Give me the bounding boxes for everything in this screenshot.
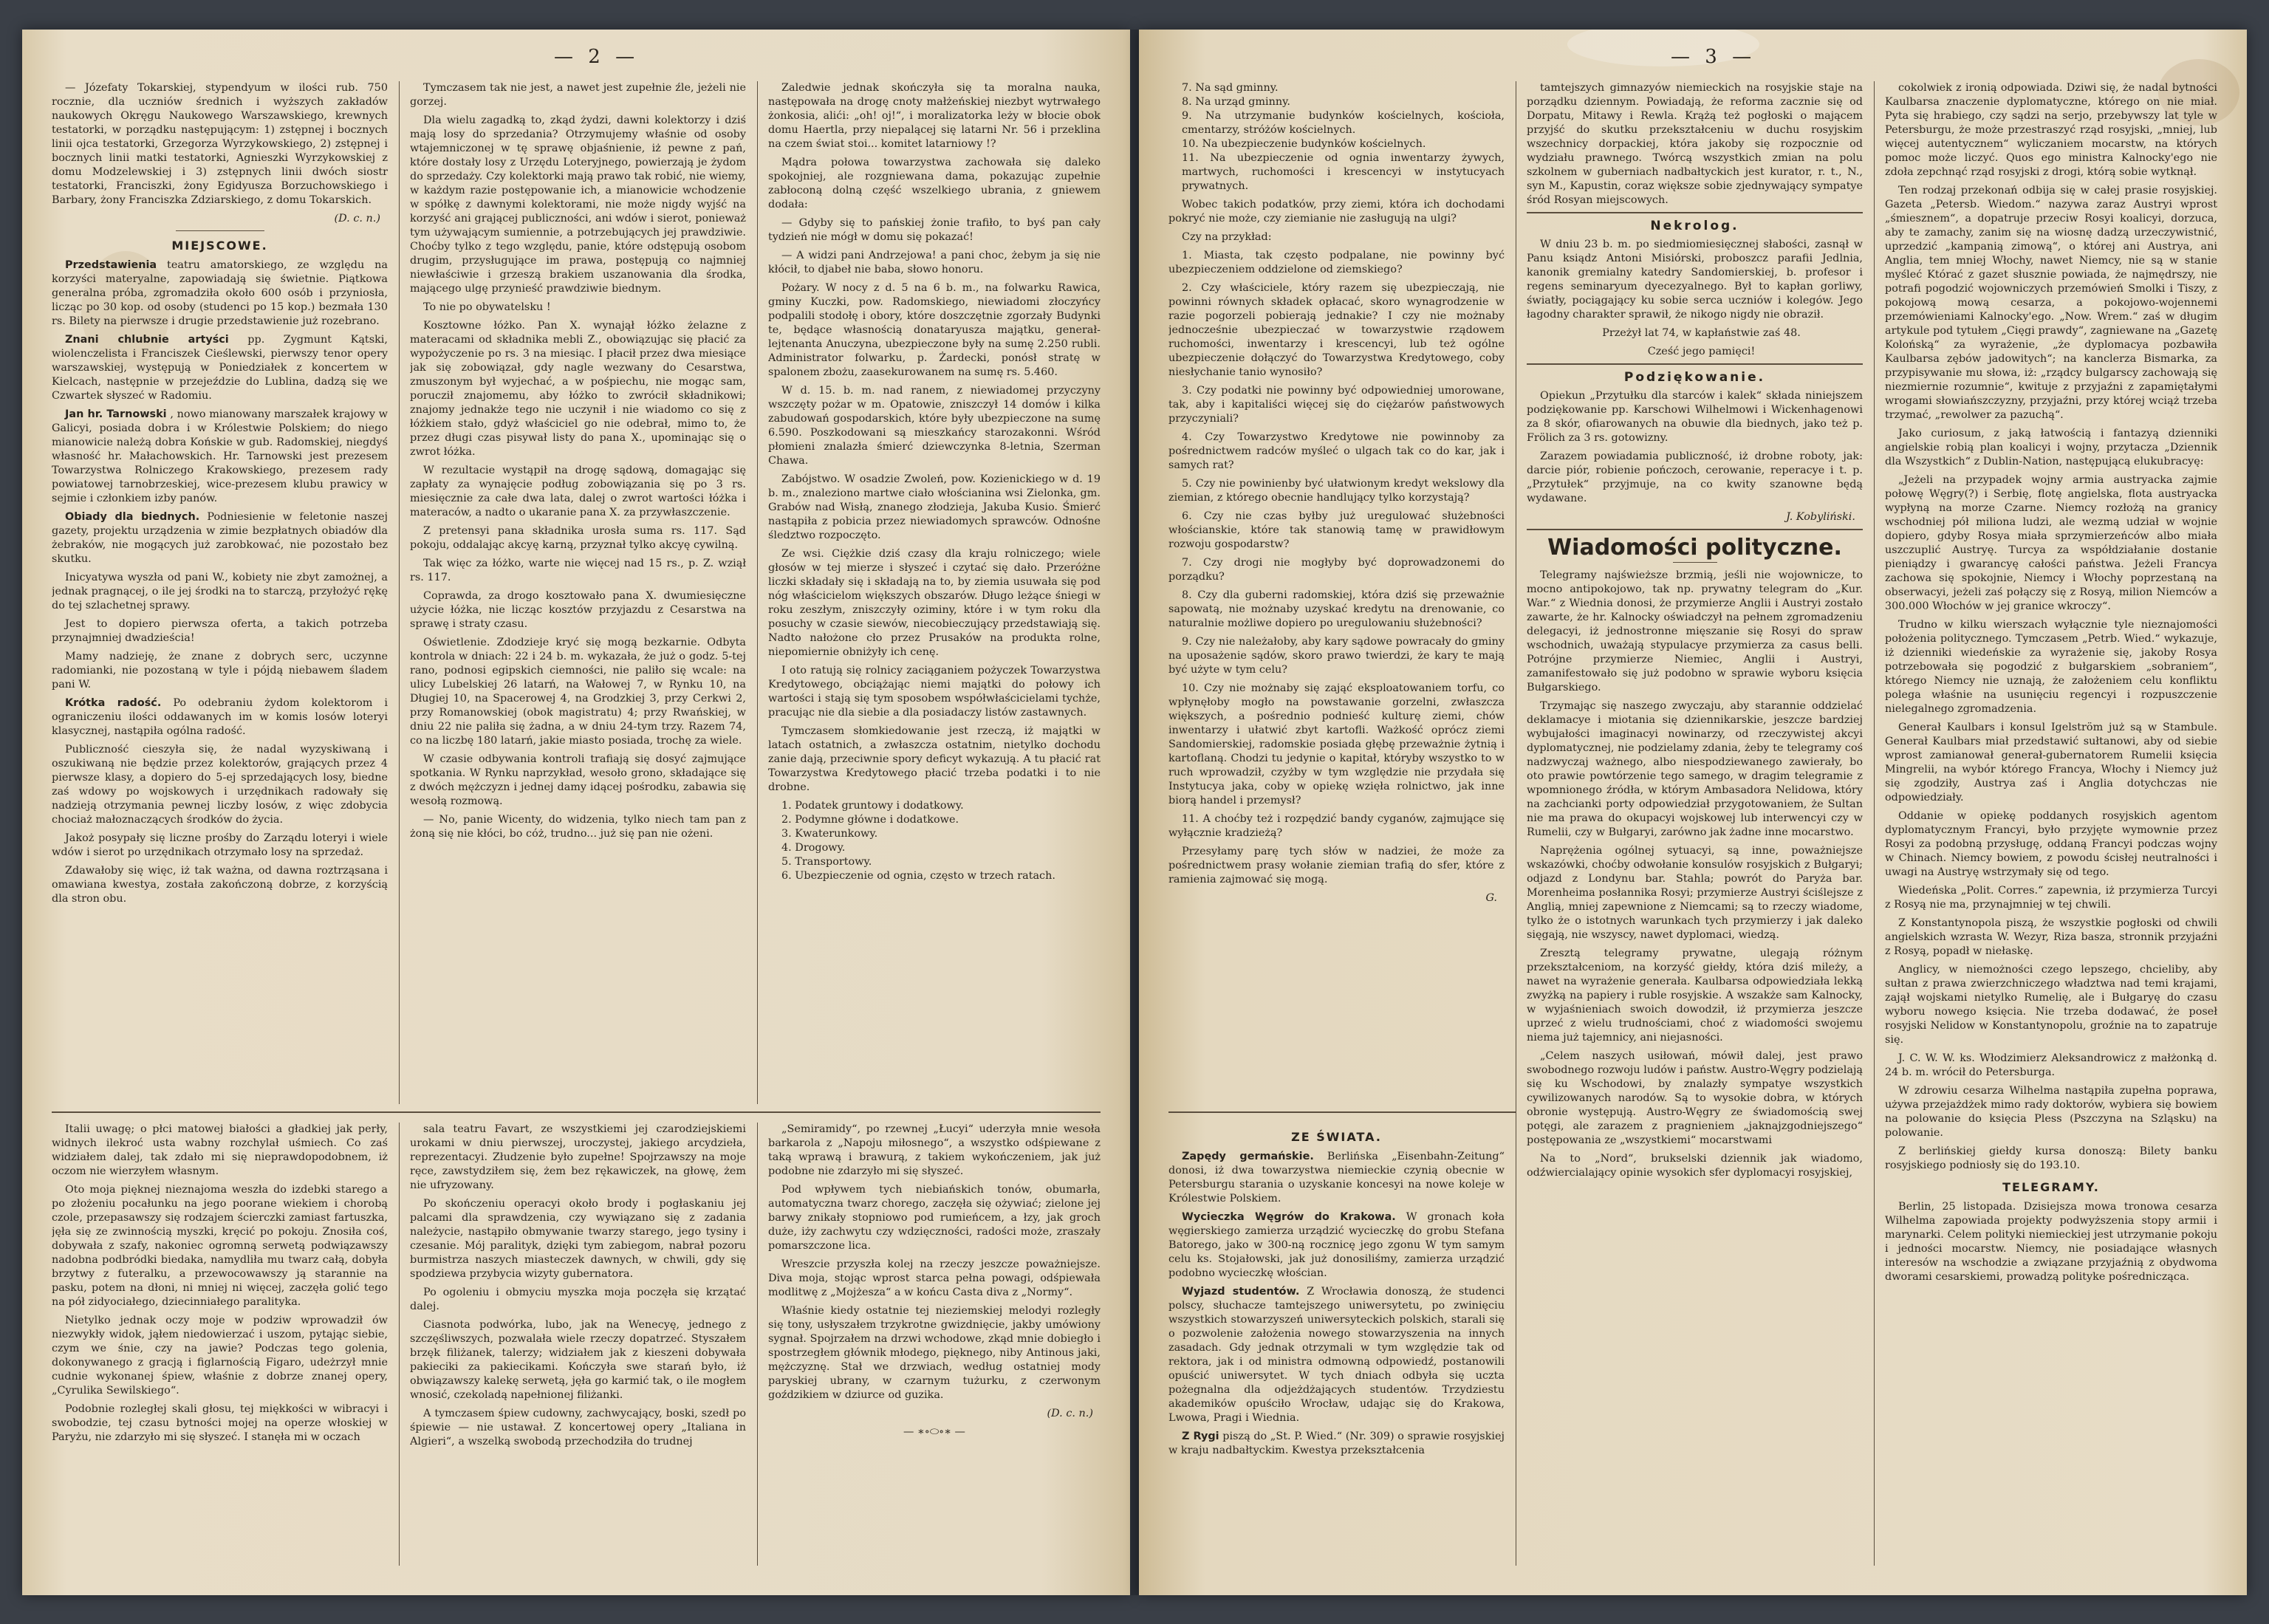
- ze-swiata-heading: ZE ŚWIATA.: [1291, 1130, 1382, 1144]
- world-news-item: [1168, 1430, 1505, 1458]
- local-news-item-text: Publiczność cieszyła się, że nadal wyzyskiwaną i oszukiwaną nie będzie przez kolektorów, grających przez 4 pierwsze klasy, a dopiero do 5-ej sprzedających losy, biedne zaś wdowy po wojskowych i urzędnikach radowały się nadzieją otrzymania pewnej liczby losów, z więc zdobycia chociaż małoznaczących środków do życia.: [52, 744, 388, 826]
- article-paragraph-text: 8. Czy dla guberni radomskiej, która dziś się przeważnie sapowatą, nie możnaby uzyskać kredytu na drenowanie, co naturalnie możliwe dopiero po uregulowaniu służebności?: [1168, 589, 1505, 629]
- world-news-item-lead: Wyjazd studentów.: [1182, 1286, 1300, 1298]
- world-news-item: [1168, 1150, 1505, 1206]
- tax-list-item: 8. Na urząd gminny.: [1182, 96, 1290, 108]
- article-paragraph-text: Oświetlenie. Zdodzieje kryć się mogą bezkarnie. Odbyta kontrola w dniach: 22 i 24 b. m. wykazała, że już o godz. 5-tej rano, podnosi egipskich ciemności, nie paliło się wcale: na ulicy Lubelskiej 26 latarń, na Wałowej 7, w Rynku 10, na Długiej 10, na Spacerowej 4, na Grodzkiej 3, przy Cerkwi 2, przy Romanowskiej (obok magistratu) 4; przy Rwańskiej, w dniu 22 nie paliła się żadna, a w dniu 24-tym trzy. Razem 74, co na liczbę 180 latarń, jakie miasto posiada, trochę za wiele.: [410, 637, 746, 747]
- feuilleton-paragraph: [52, 1314, 388, 1398]
- article-paragraph-text: Zabójstwo. W osadzie Zwoleń, pow. Kozienickiego w d. 19 b. m., znaleziono martwe ciało włościanina wsi Zielonka, gm. Grabów nad Wisłą, znanego złodzieja, Jakuba Kusio. Śmierć nastąpiła z pobicia przez niewiadomych sprawców. Odnośne śledztwo rozpoczęto.: [768, 473, 1101, 541]
- left-col-1: [52, 81, 388, 1104]
- political-news-paragraph-text: J. C. W. W. ks. Włodzimierz Aleksandrowicz z małżonką d. 24 b. m. wrócił do Petersburga.: [1885, 1052, 2217, 1078]
- article-paragraph-text: — Gdyby się to pańskiej żonie trafiło, to byś pan cały tydzień nie mógł w domu się pokazać!: [768, 217, 1101, 243]
- feuilleton-paragraph-text: Oto moja pięknej nieznajoma weszła do izdebki starego a po złożeniu pocałunku na jego poorane wiekiem i chorobą czole, przepasawszy się rodzajem ścierczki zamiast fartuszka, jęła się ze zwinnością myszki, kręcić po pokoju. Znosiła coś, dobywała z szafy, nakoniec ogromną serwetą podwiązawszy nadobna podbródki biedaka, namydliła mu twarz całą, dobyła brzytwy z futeralku, a przewocowawszy ją starannie na pasku, potem na dłoni, ni mniej ni więcej, zaczęła golić tego na pół zidyociałego, dziecinniałego paralityka.: [52, 1184, 388, 1308]
- local-news-item: [52, 510, 388, 566]
- nekrolog-age: Przeżył lat 74, w kapłaństwie zaś 48.: [1602, 327, 1801, 339]
- political-news-paragraph-text: W zdrowiu cesarza Wilhelma nastąpiła zupełna poprawa, używa przejażdżek mimo rady doktorów, wybiera się bowiem na polowanie do księcia Pless (Pszczyna na Szląsku) na polowanie.: [1885, 1085, 2217, 1139]
- tax-list-item: 2. Podymne główne i dodatkowe.: [781, 814, 959, 826]
- local-news-item: [52, 408, 388, 506]
- article-paragraph-text: 9. Czy nie należałoby, aby kary sądowe powracały do gminy na uposażenie sądów, skoro prawo twierdzi, że kary te mają być użyte w tym celu?: [1168, 636, 1505, 676]
- tax-list-item: 9. Na utrzymanie budynków kościelnych, kościoła, cmentarzy, stróżów kościelnych.: [1182, 110, 1505, 136]
- article-paragraph-text: Kosztowne łóżko. Pan X. wynajął łóżko żelazne z materacami od składnika mebli Z., obowiązując się płacić za wypożyczenie po rs. 3 na miesiąc. I płacił przez dwa miesiące jak się zobowiązał, gdy nagle wezwany do Cesarstwa, zmuszonym był wyjechać, a w pośpiechu, nie mogąc sam, porucził znajomemu, aby łóżko to zwrócił składnikowi; znajomy jednakże tego nie uczynił i nie wiadomo co się z łóżkiem stało, gdyż właściciel go nie odebrał, mimo to, że przez długi czas pisywał listy do pana X., upominając się o zwrot łóżka.: [410, 320, 746, 458]
- political-news-paragraph-text: „Jeżeli na przypadek wojny armia austryacka zajmie połowę Węgry(?) i Serbię, flotę angielska, flota austryacka wypłyną na morze Czarne. Niemcy rozłożą na granicy wschodniej pół miliona ludzi, ale wezmą udział w wojnie dopiero, gdyby Rosya miała sprzymierzeńców albo miała uszczuplić Austryę. Turcya za współdziałanie dostanie pieniądzy i gwarancyę całości państwa. Jeżeli Francya zachowa się spokojnie, Niemcy i Włochy poprzestaną na obserwacyi, jeżeli zaś połączy się z Rosyą, milion Niemców a 300.000 Włochów w jej granice wkroczy“.: [1885, 474, 2217, 612]
- tax-list-item: 6. Ubezpieczenie od ognia, często w trzech ratach.: [781, 870, 1055, 882]
- article-paragraph-text: Tak więc za łóżko, warte nie więcej nad 15 rs., p. Z. wziął rs. 117.: [410, 558, 746, 583]
- feuilleton-paragraph-text: Podobnie rozległej skali głosu, tej miękkości w wibracyi i swobodzie, tej czasu bytności mojej na operze włoskiej w Paryżu, nie zdarzyło mi się słyszeć. I stanęła mi w oczach: [52, 1403, 388, 1443]
- article-paragraph: [410, 589, 746, 631]
- tax-list-item: 3. Kwaterunkowy.: [781, 828, 878, 840]
- local-news-item-text: Podniesienie w feletonie naszej gazety, projektu urządzenia w zimie bezpłatnych obiadów dla żebraków, nie mogących już zarobkować, nie pozostało bez skutku.: [52, 511, 388, 565]
- article-paragraph: [410, 557, 746, 585]
- local-news-item-text: Inicyatywa wyszła od pani W., kobiety nie zbyt zamożnej, a jednak pragnącej, o ile jej środki na to starczą, przyłożyć rękę do tej szlachetnej sprawy.: [52, 572, 388, 611]
- article-paragraph-text: W czasie odbywania kontroli trafiają się dosyć zajmujące spotkania. W Rynku naprzykład, wesoło grono, składające się z dwóch mężczyzn i jednej damy idącej pośrodku, zabawia się wesołą rozmową.: [410, 753, 746, 807]
- left-page: [22, 30, 1130, 1595]
- feuilleton-paragraph-text: Pod wpływem tych niebiańskich tonów, obumarła, automatyczna twarz chorego, zaczęła się ożywiać; zielone jej barwy znikały stopniowo pod rumieńcem, a łzy, jak groch duże, iży zachwytu czy wdzięczności, radości może, zraszały pomarszczone lica.: [768, 1184, 1101, 1252]
- section-miejscowe: MIEJSCOWE.: [171, 239, 268, 253]
- political-news-paragraph: [1885, 1145, 2217, 1173]
- article-paragraph: [1168, 510, 1505, 552]
- article-paragraph: [1168, 230, 1505, 244]
- article-paragraph-text: Czy na przykład:: [1182, 231, 1272, 243]
- feuilleton-paragraph: [52, 1183, 388, 1309]
- article-paragraph: [768, 473, 1101, 543]
- political-news-paragraph: [1885, 473, 2217, 614]
- local-news-item: [52, 650, 388, 692]
- article-paragraph: [1527, 81, 1863, 208]
- newspaper-spread: [22, 30, 2247, 1595]
- article-paragraph-text: Mądra połowa towarzystwa zachowała się daleko spokojniej, ale rozgniewana dama, pokazując zupełnie zabłoconą dolną część wszelkiego ubrania, z gniewem dodała:: [768, 157, 1101, 210]
- right-page-number: — 3 —: [1671, 46, 1756, 68]
- local-news-item: [52, 258, 388, 329]
- tax-list-item: 7. Na sąd gminny.: [1182, 82, 1279, 94]
- nekrolog-heading: Nekrolog.: [1650, 219, 1739, 233]
- ze-swiata-column: [1168, 1123, 1505, 1566]
- world-news-item-lead: Z Rygi: [1182, 1431, 1219, 1442]
- article-paragraph: [410, 301, 746, 315]
- right-col-1: [1168, 81, 1505, 1104]
- article-paragraph-text: To nie po obywatelsku !: [423, 301, 551, 313]
- article-paragraph-text: Dla wielu zagadką to, zkąd żydzi, dawni kolektorzy i dziś mają losy do sprzedania? Otrzymujemy właśnie od osoby wtajemniczonej w tę sprawę objaśnienie, iż pewne z pań, które dostały losy z Urzędu Loteryjnego, powierzają je żydom do sprzedaży. Czy kolektorki mają prawo tak robić, nie wiemy, w każdym razie postępowanie ich, a mianowicie wchodzenie w spółkę z dawnymi kolektorami, nie może nigdy wyjść na korzyść ani grającej publiczności, ani wdów i sierot, ponieważ tym używającym sumiennie, a potrzebujących jej prawdziwie. Choćby tylko z tego względu, panie, które odstępują osobom drugim, przysługujące im prawa, postępują co najmniej niewłaściwie i grzeszą brakiem uszanowania dla środka, mającego ulgę przynieść prawdziwie biednym.: [410, 114, 746, 295]
- political-news-paragraph-text: Jako curiosum, z jaką łatwością i fantazyą dzienniki angielskie robią plan koalicyi i wojny, przytacza „Dziennik dla Wszystkich“ z Dublin-Nation, następującą elukubracyę:: [1885, 428, 2217, 467]
- local-news-item: [52, 571, 388, 613]
- political-news-paragraph: [1885, 809, 2217, 880]
- local-news-item-text: Jest to dopiero pierwsza oferta, a takich potrzeba przynajmniej dwadzieścia!: [52, 618, 388, 644]
- local-news-item: [52, 832, 388, 860]
- article-paragraph: [768, 281, 1101, 380]
- article-paragraph-text: tamtejszych gimnazyów niemieckich na rosyjskie staje na porządku dziennym. Powiadają, że reforma zacznie się od Dorpatu, Mitawy i Rewla. Krążą też pogłoski o mającem przyjść do skutku przekształceniu w duchu rosyjskim wszechnicy dorpackiej, która jakoby się rozpocznie od wydziału prawnego. Twórcą wszystkich zmian na polu szkolnem w guberniach nadbałtyckich jest kurator, r. t., N., syn M., Kapustin, coraz większe sobie zjednywający sympatye śród Rosyan miejscowych.: [1527, 82, 1863, 206]
- nekrolog-text: W dniu 23 b. m. po siedmiomiesięcznej słabości, zasnął w Panu ksiądz Antoni Misiórski, proboszcz parafii Jedlnia, kanonik gremialny katedry Sandomierskiej, b. profesor i regens seminaryum dyecezyalnego. Był to kapłan gorliwy, światły, pociągający ku sobie serca uczniów i kolegów. Jego łagodny charakter sprawił, że nikogo nigdy nie obraził.: [1527, 239, 1863, 321]
- article-paragraph-text: 4. Czy Towarzystwo Kredytowe nie powinnoby za pośrednictwem radców myśleć o ulgach tak co do kar, jak i samych rat?: [1168, 431, 1505, 471]
- feuilleton-paragraph: [768, 1304, 1101, 1402]
- left-col-2: [410, 81, 746, 1104]
- feuilleton-paragraph-text: „Semiramidy“, po rzewnej „Łucyi“ uderzyła mnie wesoła barkarola z „Napoju miłosnego“, a wszystko odśpiewane z taką wprawą i brawurą, z takiem wykończeniem, jak już podobne nie zdarzyło mi się słyszeć.: [768, 1123, 1101, 1177]
- article-paragraph: [1168, 845, 1505, 887]
- feuilleton-paragraph: [410, 1123, 746, 1193]
- book-gutter: [1130, 30, 1139, 1595]
- feuilleton-paragraph: [52, 1402, 388, 1445]
- article-paragraph: [768, 547, 1101, 659]
- article-paragraph: [410, 81, 746, 109]
- article-paragraph-text: 10. Czy nie możnaby się zająć eksploatowaniem torfu, co wpłynęłoby mogło na powstawanie gorzelni, zwłaszcza większych, a pośrednio podnieść kulturę ziemi, chów inwentarzy i ułatwić zbyt kartofli. Ważkość oprócz ziemi Sandomierskiej, radomskie posiada głębę przeważnie żytnią i kartoflaną. Chodzi tu jedynie o kapitał, któryby wszystko to w ruch wprowadził, czyżby w tym względzie nie przydała się Instytucya jaka, coby w opiekę wzięła rolnictwo, jak inne biorą handel i przemysł?: [1168, 682, 1505, 806]
- political-news-paragraph: [1885, 884, 2217, 912]
- article-paragraph: [1168, 384, 1505, 426]
- podziekowanie-signature: J. Kobyliński.: [1786, 511, 1855, 523]
- feuilleton-paragraph-text: A tymczasem śpiew cudowny, zachwycający, boski, szedł po śpiewie — nie ustawał. Z koncertowej opery „Italiana in Algieri“, a wszelką swobodą przechodziła do trudnej: [410, 1408, 746, 1447]
- author-signature-g: G.: [1485, 892, 1497, 904]
- feuilleton-paragraph-text: Po ogoleniu i obmyciu myszka moja poczęła się krzątać dalej.: [410, 1286, 746, 1312]
- continued-note: (D. c. n.): [334, 213, 380, 225]
- article-paragraph: [410, 114, 746, 296]
- local-news-item-lead: Znani chlubnie artyści: [65, 334, 229, 346]
- telegram-berlin: Berlin, 25 listopada. Dzisiejsza mowa tronowa cesarza Wilhelma zapowiada projekty podwyższenia stopy armii i marynarki. Celem polityki niemieckiej jest utrzymanie pokoju i jedności mocarstw. Niemcy, nie posiadające własnych interesów na wschodzie a związane przyjaźnią z obydwoma dworami cesarskiemi, prowadzą polityke pośrednicząca.: [1885, 1201, 2217, 1283]
- world-news-item-text: piszą do „St. P. Wied.“ (Nr. 309) o sprawie rosyjskiej w kraju nadbałtyckim. Kwestya przekształcenia: [1168, 1431, 1505, 1456]
- article-paragraph: [1168, 589, 1505, 631]
- tax-list-item: 5. Transportowy.: [781, 856, 872, 868]
- article-paragraph-text: Przesyłamy parę tych słów w nadziei, że może za pośrednictwem prasy wołanie ziemian trafią do sfer, które z ramienia zajmować się mogą.: [1168, 846, 1505, 885]
- article-paragraph-text: W rezultacie wystąpił na drogę sądową, domagając się zapłaty za wynajęcie podług zobowiązania się po 3 rs. miesięcznie za całe dwa lata, dalej o zwrot wartości łóżka i materaców, a nadto o ukaranie pana X. za przywłaszczenie.: [410, 465, 746, 518]
- political-news-paragraph-text: Telegramy najświeższe brzmią, jeśli nie wojownicze, to mocno antipokojowo, tak np. prywatny telegram do „Kur. War.“ z Wiednia donosi, że przymierze Anglii i Austryi zostało zawarte, że hr. Kalnocky oświadczył na pełnem zgromadzeniu delegacyi, iż jednostronne mięszanie się Rosyi do spraw wschodnich, uważają stypulacye przymierza za casus belli. Potrójne przymierze Niemiec, Anglii i Austryi, zamanifestowało się już podobno w sprawie wyboru księcia Bułgarskiego.: [1527, 569, 1863, 693]
- political-news-paragraph-text: Na to „Nord“, brukselski dziennik jak wiadomo, odźwiercialający opinie wysokich sfer dyplomacyi rosyjskiej,: [1527, 1153, 1863, 1179]
- local-news-item-text: , nowo mianowany marszałek krajowy w Galicyi, posiada dobra i w Królestwie Polskiem; do niego mianowicie należą dobra Końskie w gub. Radomskiej, niegdyś własność hr. Małachowskich. Hr. Tarnowski jest prezesem Towarzystwa Rolniczego Krakowskiego, prezesem rady powiatowej tarnobrzeskiej, wice-prezesem klubu prawicy w sejmie i członkiem izby panów.: [52, 408, 388, 504]
- political-news-paragraph: [1885, 1084, 2217, 1140]
- political-news-paragraph: [1527, 1049, 1863, 1148]
- political-news-paragraph-text: Z berlińskiej giełdy kursa donoszą: Bilety banku rosyjskiego podniosły się do 193.10.: [1885, 1145, 2217, 1171]
- political-news-paragraph: [1885, 1052, 2217, 1080]
- world-news-item: [1168, 1285, 1505, 1425]
- local-news-item-text: Zdawałoby się więc, iż tak ważna, od dawna roztrząsana i omawiana kwestya, została zakończoną dobrze, z korzyścią dla stron obu.: [52, 865, 388, 905]
- political-news-paragraph-text: Naprężenia ogólnej sytuacyi, są inne, poważniejsze wskazówki, choćby odwołanie konsulów rosyjskich z Bułgaryi; odjazd z Londynu bar. Stahla; powrót do Paryża bar. Morenheima posłannika Rosyi; przymierze Austryi ściślejsze z Anglią, mniej zapewnione z Niemcami; są to rzeczy wiadome, tylko że o istotnych warunkach tych przymierzy i jak daleko sięgają, nie wszyscy, nawet dyplomaci, wiedzą.: [1527, 845, 1863, 941]
- political-news-heading: Wiadomości polityczne.: [1547, 535, 1842, 561]
- article-paragraph: [1168, 477, 1505, 505]
- tax-list-continued: [1182, 81, 1505, 193]
- local-news-item-lead: Jan hr. Tarnowski: [65, 408, 167, 420]
- feuilleton-paragraph: [52, 1123, 388, 1179]
- article-paragraph: [768, 156, 1101, 212]
- article-paragraph-text: 6. Czy nie czas byłby już uregulować służebności włościanskie, które tak stanowią tamę w prawidłowym rozwoju gospodarstw?: [1168, 510, 1505, 550]
- political-news-paragraph-text: Zresztą telegramy prywatne, ulegają różnym przekształceniom, na korzyść giełdy, która dziś mileży, a nawet na wyrażenie generała. Kaulbarsa odpowiedziała lekką zwyżką na papiery i ruble rosyjskie. A wszakże sam Kalnocky, w wyjaśnieniach swoich dowodził, iż przymierza jeszcze uprzeć z wielu trudnościami, choć z wiadomości swojemu niema już tajemnicy, ani niejasności.: [1527, 948, 1863, 1044]
- article-paragraph: [768, 249, 1101, 277]
- article-paragraph-text: Coprawda, za drogo kosztowało pana X. dwumiesięczne użycie łóżka, nie licząc kosztów przyjazdu z Cesarstwa na sprawę i straty czasu.: [410, 590, 746, 630]
- article-paragraph: [410, 319, 746, 459]
- feuilleton-col-3: [768, 1123, 1101, 1566]
- tax-list-item: 11. Na ubezpieczenie od ognia inwentarzy żywych, martwych, ruchomości i krescencyi w instytucyach prywatnych.: [1182, 152, 1505, 192]
- local-news-item: [52, 696, 388, 739]
- article-paragraph: [768, 81, 1101, 151]
- political-news-paragraph-text: cokolwiek z ironią odpowiada. Dziwi się, że nadal bytności Kaulbarsa znaczenie dyplomatyczne, którego on nie miał. Pyta się hrabiego, czy sądzi na serjo, przebywszy lat tyle w Petersburgu, że może przestraszyć rząd rosyjski, „mniej, lub więcej autentycznem“ wyliczaniem mocarstw, na których pomoc może liczyć. Quos ego ministra Kalnocky'ego nie zdoła zepchnąć rząd rosyjski z drogi, którą sobie wytknął.: [1885, 82, 2217, 178]
- political-news-paragraph: [1885, 721, 2217, 805]
- feuilleton-paragraph-text: Po skończeniu operacyi około brody i pogłaskaniu jej palcami dla sprawdzenia, czy wywiązano się z zadania należycie, nastąpiło obmywanie twarzy starego, jego tysiny i czesanie. Mój paralityk, dzięki tym zabiegom, nabrał pozoru burmistrza naszych miasteczek dawnych, w chwili, gdy się spodziewa przybycia wizyty gubernatora.: [410, 1198, 746, 1280]
- left-col-3-articles: [768, 81, 1101, 795]
- article-paragraph: [1168, 682, 1505, 808]
- tax-list-item: 4. Drogowy.: [781, 842, 846, 854]
- political-news-paragraph: [1527, 569, 1863, 695]
- local-news-item: [52, 617, 388, 645]
- local-news-item-text: Jakoż posypały się liczne prośby do Zarządu loteryi i wiele wdów i sierot po urzędnikach otrzymało losy na sprzedaż.: [52, 832, 388, 858]
- political-news-paragraph-text: Trudno w kilku wierszach wyłącznie tyle nieznajomości położenia politycznego. Tymczasem „Petrb. Wied.“ wykazuje, iż dzienniki wiedeńskie za wyrażenie się, jakoby Rosya potrzebowała się pogodzić z bułgarskiem „sobraniem“, którego Niemcy nie uznają, że założeniem celu konfliktu polega właśnie na usunięciu regencyi i rozpuszczenie nielegalnego zgromadzenia.: [1885, 619, 2217, 715]
- article-paragraph: [1168, 281, 1505, 380]
- article-paragraph: [1168, 556, 1505, 584]
- podziekowanie-heading: Podziękowanie.: [1623, 370, 1766, 385]
- right-col-2: [1527, 81, 1863, 1566]
- article-paragraph-text: 5. Czy nie powinienby być ułatwionym kredyt wekslowy dla ziemian, z którego obecnie handlujący tylko korzystają?: [1168, 478, 1505, 504]
- tax-list: [781, 799, 1101, 883]
- political-news-paragraph: [1885, 81, 2217, 179]
- political-news-paragraph-text: Generał Kaulbars i konsul Igelström już są w Stambule. Generał Kaulbars miał przedstawić sułtanowi, aby od siebie wprost zamianował generał-gubernatorem Rumelii księcia Mingrelii, na wybór którego Francya, Włochy i Niemcy już się zgodziły, Austrya zaś i Anglia dotychczas nie odpowiedziały.: [1885, 722, 2217, 804]
- local-news-item-text: pp. Zygmunt Kątski, wiolenczelista i Franciszek Cieślewski, pierwszy tenor opery warszawskiej, występują w Poniedziałek z koncertem w Kielcach, następnie w przejeździe do Lublina, dadzą się we Czwartek słyszeć w Radomiu.: [52, 334, 388, 402]
- feuilleton-paragraph: [410, 1197, 746, 1281]
- political-news-paragraph-text: Z Konstantynopola piszą, że wszystkie pogłoski od chwili angielskich wzrasta W. Wezyr, Riza basza, stronnik przyjaźni z Rosyą, popadł w niełaskę.: [1885, 917, 2217, 957]
- feuilleton-paragraph: [410, 1318, 746, 1402]
- flourish-ornament: — ∗∘⬭∘∗ —: [903, 1426, 965, 1438]
- political-news-paragraph: [1885, 618, 2217, 716]
- world-news-item-text: Berlińska „Eisenbahn-Zeitung“ donosi, iż dwa towarzystwa niemieckie czynią obecnie w Petersburgu starania o uzyskanie koncesyi na nowe koleje w Królestwie Polskiem.: [1168, 1151, 1505, 1205]
- article-paragraph-text: 7. Czy drogi nie mogłyby być doprowadzonemi do porządku?: [1168, 557, 1505, 583]
- local-news-item: [52, 333, 388, 403]
- article-paragraph: [768, 664, 1101, 720]
- nekrolog-honor: Cześć jego pamięci!: [1647, 346, 1756, 357]
- article-paragraph: [1168, 198, 1505, 226]
- local-news-item-text: Mamy nadzieję, że znane z dobrych serc, uczynne radomianki, nie pozostaną w tyle i pójdą niebawem śladem pani W.: [52, 651, 388, 691]
- political-news-paragraph: [1527, 844, 1863, 942]
- world-news-item: [1168, 1210, 1505, 1281]
- world-news-item-text: Z Wrocławia donoszą, że studenci polscy, słuchacze tamtejszego uniwersytetu, po zwinięciu wszystkich stowarzyszeń uniwersyteckich polskich, starali się o pozwolenie założenia nowego stowarzyszenia na innych zasadach. Gdy jednak otrzymali w tym względzie tak od rektora, jak i od ministra odmowną odpowiedź, postanowili opuścić uniwersytet. W tych dniach odbyła się uczta pożegnalna dla odjeżdżających studentów. Trzydziestu akademików opuściło Wrocław, udając się do Krakowa, Lwowa, Pragi i Wiednia.: [1168, 1286, 1505, 1424]
- world-news-item-text: W gronach koła węgierskiego zamierza urządzić wycieczkę do grobu Stefana Batorego, jako w 300-ną rocznicę jego zgonu W tym samym celu ks. Stojałowski, jak już donosiliśmy, zamierza urządzić podobno wycieczkę włościan.: [1168, 1211, 1505, 1279]
- article-paragraph: [768, 216, 1101, 244]
- local-news-item-lead: Obiady dla biednych.: [65, 511, 200, 523]
- left-col-3: [768, 81, 1101, 1104]
- tax-list-item: 1. Podatek gruntowy i dodatkowy.: [781, 800, 964, 812]
- feuilleton-paragraph: [768, 1258, 1101, 1300]
- article-paragraph-text: 11. A choćby też i rozpędzić bandy cyganów, zajmujące się wyłącznie kradzieżą?: [1168, 813, 1505, 839]
- podziekowanie-text-2: Zarazem powiadamia publiczność, iż drobne roboty, jak: darcie piór, robienie pończoch, cerowanie, reperacye i t. p. „Przytułek“ przyjmuje, na co kwity szanowne będą wydawane.: [1527, 450, 1863, 504]
- telegrams-heading: TELEGRAMY.: [2002, 1180, 2100, 1194]
- political-news-paragraph-text: Wiedeńska „Polit. Corres.“ zapewnia, iż przymierza Turcyi z Rosyą nie ma, przynajmniej w tej chwili.: [1885, 885, 2217, 911]
- article-paragraph: [410, 524, 746, 552]
- world-news-item-lead: Wycieczka Węgrów do Krakowa.: [1182, 1211, 1396, 1223]
- article-paragraph: [768, 384, 1101, 468]
- political-news-paragraph-text: Oddanie w opiekę poddanych rosyjskich agentom dyplomatycznym Francyi, było przyjęte wymownie przez Rosyi za podobną przysługę, oddaną Francyi podczas wojny w Chinach. Niemcy bowiem, z powodu ścisłej neutralności i uwagi na Austryę wstrzymały się od tego.: [1885, 810, 2217, 878]
- political-news-paragraph: [1885, 963, 2217, 1047]
- political-news-paragraph: [1527, 947, 1863, 1045]
- stypendium-text: — Józefaty Tokarskiej, stypendyum w ilości rub. 750 rocznie, dla uczniów średnich i wyższych zakładów naukowych Okręgu Naukowego Warszawskiego, krewnych testatorki, w porządku następującym: 1) zstępnej i bocznych linii ojca testatorki, Grzegorza Wyrzykowskiego, 2) zstępnej i bocznych linii matki testatorki, Agnieszki Wyrzykowskiej z domu Modzelewskiej i 3) zstępnych linii dwóch siostr testatorki, Franciszki, żony Egidyusza Borzuchowskiego i Barbary, żony Franciszka Zdziarskiego, z domu Tokarskich.: [52, 82, 388, 206]
- article-paragraph: [1168, 812, 1505, 840]
- feuilleton-paragraph-text: Wreszcie przyszła kolej na rzeczy jeszcze poważniejsze. Diva moja, stojąc wprost starca pełna powagi, odśpiewała modlitwę z „Mojżesza“ a w końcu Casta diva z „Normy“.: [768, 1258, 1101, 1298]
- article-paragraph-text: 1. Miasta, tak często podpalane, nie powinny być ubezpieczeniem oddzielone od ziemskiego?: [1168, 250, 1505, 275]
- feuilleton-paragraph: [410, 1286, 746, 1314]
- article-paragraph: [410, 753, 746, 809]
- local-news-item: [52, 864, 388, 906]
- article-paragraph-text: — A widzi pani Andrzejowa! a pani choc, żebym ja się nie kłócił, to djabeł nie baba, słowo honoru.: [768, 250, 1101, 275]
- feuilleton-col-2: [410, 1123, 746, 1566]
- political-news-paragraph: [1527, 1152, 1863, 1180]
- article-paragraph-text: Pożary. W nocy z d. 5 na 6 b. m., na folwarku Rawica, gminy Kuczki, pow. Radomskiego, niewiadomi złoczyńcy podpalili stodołę i obory, które doszczętnie zgorzały Budynki te, będące własnością donataryusza majątku, generał-lejtenanta Anuczyna, ubezpieczone były na sumę 2.250 rubli. Administrator folwarku, p. Żardecki, ponósł stratę w spalonem zbożu, zaasekurowanem na sumę rs. 5.460.: [768, 282, 1101, 378]
- political-news-paragraph: [1885, 184, 2217, 422]
- article-paragraph: [410, 813, 746, 841]
- article-paragraph-text: Z pretensyi pana składnika urosła suma rs. 117. Sąd pokoju, oddalając akcyę karną, przyznał tylko akcyę cywilną.: [410, 525, 746, 551]
- article-paragraph-text: 2. Czy właściciele, który razem się ubezpieczają, nie powinni równych składek opłacać, skoro wynagrodzenie w razie pogorzeli pobierają jednakie? I czy nie możnaby jednocześnie ubezpieczać w towarzystwie rządowem ruchomości, inwentarzy i krescencyi, lub też ogólne ubezpieczenie dołączyć do Towarzystwa Kredytowego, coby niesłychanie tanio wynosiło?: [1168, 282, 1505, 378]
- article-paragraph-text: W d. 15. b. m. nad ranem, z niewiadomej przyczyny wszczęty pożar w m. Opatowie, zniszczył 14 domów i kilka zabudowań gospodarskich, które były ubezpieczone na sumę 6.590. Poszkodowani są mieszkańcy starozakonni. Wśród płomieni znalazła śmierć dziewczynka 8-letnia, Szerman Chawa.: [768, 385, 1101, 467]
- political-news-paragraph: [1885, 427, 2217, 469]
- right-col-3: [1885, 81, 2217, 1566]
- article-paragraph-text: Zaledwie jednak skończyła się ta moralna nauka, następowała na drogę cnoty małżeńskiej niezbyt wytrwałego żonkosia, alići: „oh! oj!“, i moralizatorka leży w błocie obok domu Haertla, przy niepalącej się latarni Nr. 56 i przeklina na czem świat stoi... komitet latarniowy !?: [768, 82, 1101, 150]
- article-paragraph: [768, 724, 1101, 795]
- article-paragraph: [1168, 635, 1505, 677]
- feuilleton-paragraph-text: Ciasnota podwórka, lubo, jak na Wenecyę, jednego z szczęśliwszych, pozwalała wiele rzeczy dopatrzeć. Styszałem brzęk filiżanek, talerzy; widziałem jak z kieszeni dobywała pakieciki za pakiecikami. Kończyła swe starań było, iż obwiązawszy kalekę serwetą, jęła go karmić tak, o ile mogłem wnosić, czekoladą napełnionej filiżanki.: [410, 1319, 746, 1401]
- article-paragraph: [410, 464, 746, 520]
- local-news-list: [52, 258, 388, 906]
- local-news-item: [52, 743, 388, 827]
- article-paragraph-text: Tymczasem tak nie jest, a nawet jest zupełnie źle, jeżeli nie gorzej.: [410, 82, 746, 108]
- political-news-paragraph-text: „Celem naszych usiłowań, mówił dalej, jest prawo swobodnego rozwoju ludów i państw. Austro-Węgry podzielają się ku Wschodowi, by znalazły sympatye wszystkich cywilizowanych narodów. Są to wysokie dobra, w których obronie występują. Austro-Węgry ze świadomością swej potęgi, ale zarazem z pragnieniem „jaknajzgodniejszego“ postępowania ze „wszystkiemi“ mocarstwami: [1527, 1050, 1863, 1146]
- feuilleton-paragraph: [410, 1407, 746, 1449]
- article-paragraph-text: Wobec takich podatków, przy ziemi, która ich dochodami pokryć nie może, czy ziemianie nie zasługują na ulgi?: [1168, 199, 1505, 225]
- feuilleton-paragraph-text: sala teatru Favart, ze wszystkiemi jej czarodziejskiemi urokami w dniu pierwszej, uroczystej, jakiego arcydzieła, reprezentacyi. Złudzenie było zupełne! Spojrzawszy na moje ręce, zawstydziłem się, żem bez rękawiczek, na głowę, żem nie ufryzowany.: [410, 1123, 746, 1191]
- political-news-paragraph-text: Trzymając się naszego zwyczaju, aby starannie oddzielać deklamacye i miotania się dziennikarskie, jeszcze bardziej wybujałości imaginacyi nowinarzy, od rzeczywistej akcyi dyplomatycznej, nie podzielamy zdania, żeby te telegramy coś nadzwyczaj ważnego, albo niespodziewanego zawierały, bo oto prawie powtórzenie tego samego, w dragim telegramie z wpomnionego źródła, w którym Ambasadora Nelidowa, który na zachcianki porty odpowiedział przygotowaniem, że Sultan nie ma prawa do okupacyi wojskowej lub interwencyi czy w Rumelii, czy w Bułgaryi, zarówno jak żadne inne mocarstwo.: [1527, 700, 1863, 838]
- world-news-item-lead: Zapędy germańskie.: [1182, 1151, 1314, 1162]
- article-paragraph-text: I oto ratują się rolnicy zaciąganiem pożyczek Towarzystwa Kredytowego, obciążając niemi majątki do połowy ich wartości i stają się tym sposobem współwłaścicielami tychże, pracując nie dla siebie a dla posiadaczy listów zastawnych.: [768, 665, 1101, 719]
- tax-list-item: 10. Na ubezpieczenie budynków kościelnych.: [1182, 138, 1426, 150]
- political-news-paragraph: [1527, 699, 1863, 840]
- local-news-item-text: teatru amatorskiego, ze względu na korzyści materyalne, zapowiadają się świetnie. Piątkowa generalna próba, zgromadziła około 600 osób i przyniosła, licząc po 30 kop. od osoby (studenci po 15 kop.) bezmała 130 rs. Bilety na pierwsze i drugie przedstawienie już rozebrano.: [52, 259, 388, 327]
- article-paragraph: [1168, 249, 1505, 277]
- feuilleton-paragraph-text: Nietylko jednak oczy moje w podziw wprowadził ów niezwykły widok, jąłem niedowierzać i uszom, pytając siebie, czym we śnie, czy na jawie? Podczas tego golenia, dokonywanego z gracją i figlarnością Figaro, udeżrzył mnie cudnie wykonanej śpiew, właśnie z dobrze znanej opery, „Cyrulika Sewilskiego“.: [52, 1315, 388, 1397]
- local-news-item-text: Po odebraniu żydom kolektorom i ograniczeniu ilości oddawanych im w komis losów loteryi klasycznej, nastąpiła ogólna radość.: [52, 697, 388, 737]
- political-news-paragraph: [1885, 917, 2217, 959]
- feuilleton-continued: (D. c. n.): [1047, 1408, 1093, 1419]
- feuilleton-col-1: [52, 1123, 388, 1566]
- podziekowanie-text: Opiekun „Przytułku dla starców i kalek“ składa niniejszem podziękowanie pp. Karschowi Wilhelmowi i Wickenhagenowi za 8 skór, ofiarowanych na obuwie dla biednych, jako też p. Frölich za 3 rs. gotowizny.: [1527, 390, 1863, 444]
- feuilleton-paragraph-text: Właśnie kiedy ostatnie tej nieziemskiej melodyi rozległy się tony, usłyszałem trzykrotne gwizdnięcie, jakby umówiony sygnał. Spojrzałem na drzwi wchodowe, zkąd mnie dobiegło i spostrzegłem głównik młodego, pięknego, niby Antinous jaki, mężczyznę. Stał we drzwiach, według ostatniej mody paryskiej ubrany, w czarnym tużurku, z czerwonym goździkiem w dziurce od guzika.: [768, 1305, 1101, 1401]
- political-news-paragraph-text: Ten rodzaj przekonań odbija się w całej prasie rosyjskiej. Gazeta „Petersb. Wiedom.“ nazywa zaraz Austryi wprost „śmiesznem“, a dopatruje przeciw Rosyi koalicyi, dorzuca, aby te zamachy, zanim się na wiosnę dadzą urzeczywistnić, uprzedzić „kampanią zimową“, o której ani Austrya, ani Anglia, tem mniej Włochy, nawet Niemcy, nie są w stanie myśleć Którać z gazet słusznie powiada, że najmędrszy, nie potrafi pogodzić wojowniczych przemówień Smolki i Tiszy, z pokojową mową cesarza, a pokojowo-wojennemi przemówieniami Kalnocky'ego. „Now. Wrem.“ zaś w długim artykule pod tytułem „Cięgi prawdy“, zagniewane na „Gazetę Kolońską“ za wyrażenie, „że dyplomacya pozbawiła Kaulbarsa zębów jadowitych“; na kanclerza Bismarka, za przypisywanie mu słowa, iż: „rządcy bulgarscy zachowają się niezmiernie rozumnie“, kwituje z przyjaźni z zapamiętałymi wrogami słowiańszczyzny, przyjaźni, przy której wciąż trzeba trzymać, „rewolwer za pazuchą“.: [1885, 185, 2217, 421]
- article-paragraph: [410, 636, 746, 748]
- local-news-item-lead: Krótka radość.: [65, 697, 162, 709]
- left-col-2-articles: [410, 81, 746, 841]
- article-paragraph-text: Ze wsi. Ciężkie dziś czasy dla kraju rolniczego; wiele głosów w tej mierze i słyszeć i czytać się dało. Przeróżne liczki składały się i składają na to, by ziemia usuwała się pod nóg właścicielom większych obszarów. Długo leżące śniegi w roku zeszłym, zniszczyły oziminy, które i w tym roku dla posuchy w czasie siewów, niecobieczujący przedstawiają się. Nadto nałożone cło przez Prusaków na produkta rolne, niepomiernie obniżyły ich cenę.: [768, 548, 1101, 658]
- article-paragraph-text: Tymczasem słomkiedowanie jest rzeczą, iż majątki w latach ostatnich, a zwłaszcza ostatnim, nietylko dochodu zanie dają, przeciwnie spory deficyt wykazują. A tu płacić rat Towarzystwa Kredytowego płacić trzeba podatki i to nie drobne.: [768, 725, 1101, 793]
- feuilleton-paragraph: [768, 1183, 1101, 1253]
- political-news-paragraph-text: Anglicy, w niemożności czego lepszego, chcieliby, aby sułtan z prawa zwierzchniczego władztwa nad temi krajami, zajął wojskami nietylko Rumelię, ale i Bułgaryę do czasu wyboru nowego księcia. Nie trzeba dodawać, że poseł rosyjski Nelidow w Konstantynopolu, groźnie na to zapatruje się.: [1885, 964, 2217, 1046]
- article-paragraph: [1168, 431, 1505, 473]
- article-paragraph-text: — No, panie Wicenty, do widzenia, tylko niech tam pan z żoną się nie kłóci, bo cóż, trudno... już się pan nie ożeni.: [410, 814, 746, 840]
- right-page: [1139, 30, 2247, 1595]
- feuilleton-paragraph-text: Italii uwagę; o płci matowej białości a gładkiej jak perły, widnych ilekroć usta wabny rozchylał uśmiech. Co zaś widziałem dalej, tak zdało mi się nieprawdopodobnem, iż oczom nie wierzyłem własnym.: [52, 1123, 388, 1177]
- article-paragraph-text: 3. Czy podatki nie powinny być odpowiedniej umorowane, tak, aby i kapitaliści więcej się do ciężarów państwowych przyczyniali?: [1168, 385, 1505, 425]
- local-news-item-lead: Przedstawienia: [65, 259, 157, 271]
- feuilleton-paragraph: [768, 1123, 1101, 1179]
- left-page-number: — 2 —: [554, 46, 640, 68]
